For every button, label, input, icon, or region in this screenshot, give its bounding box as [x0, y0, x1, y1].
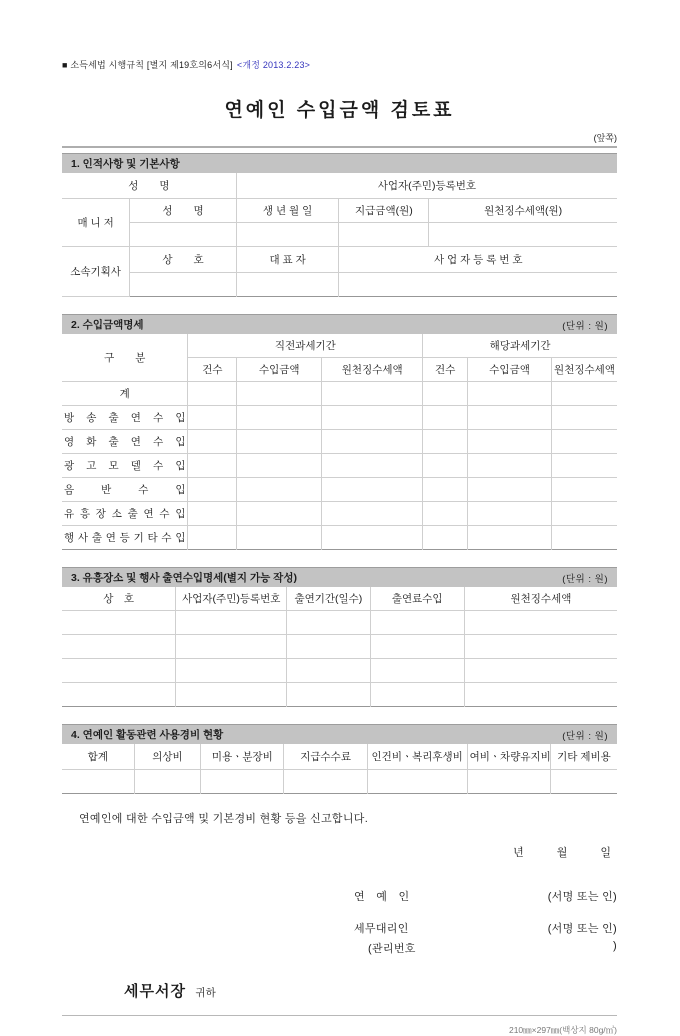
table-row [62, 478, 617, 502]
row-label-total: 계 [62, 382, 188, 406]
empty-cell [134, 770, 201, 794]
signature-or-seal-label: (서명 또는 인) [547, 923, 617, 935]
section1-header [62, 153, 617, 173]
empty-cell [322, 382, 423, 406]
form-reference-text: ■ 소득세법 시행규칙 [별지 제19호의6서식] [62, 60, 233, 70]
table-row [62, 770, 617, 794]
row-label-album: 음 반 수 입 [62, 478, 188, 502]
income-header: 수입금액 [237, 358, 322, 382]
empty-cell [287, 683, 370, 707]
name-label: 성 명 [62, 173, 236, 199]
page-title: 연예인 수입금액 검토표 [224, 100, 455, 121]
empty-cell [237, 526, 322, 550]
entertainer-label: 연 예 인 [354, 891, 410, 903]
empty-cell [237, 454, 322, 478]
manager-name-header: 성 명 [130, 199, 237, 223]
empty-cell [367, 770, 467, 794]
row-label-advertising: 광 고 모 델 수 입 [62, 454, 188, 478]
empty-cell [429, 223, 617, 247]
date-line: 년 월 일 [513, 847, 611, 859]
empty-cell [370, 683, 464, 707]
management-number-label: (관리번호 [368, 943, 416, 955]
empty-cell [322, 478, 423, 502]
empty-cell [236, 223, 339, 247]
empty-cell [551, 526, 617, 550]
row-label-event-other: 행 사 출 연 등 기 타 수 입 [62, 526, 188, 550]
empty-cell [201, 770, 284, 794]
row-label-movie: 영 화 출 연 수 입 [62, 430, 188, 454]
count-header: 건수 [423, 358, 468, 382]
empty-cell [176, 635, 287, 659]
empty-cell [464, 659, 617, 683]
agency-representative-header: 대 표 자 [236, 247, 339, 273]
entertainer-signature-row [62, 888, 617, 904]
section2-unit-label: (단위 : 원) [562, 320, 608, 332]
empty-cell [551, 454, 617, 478]
empty-cell [287, 659, 370, 683]
management-number-row [62, 940, 617, 956]
paper-spec-label: 210㎜×297㎜(백상지 80g/㎡) [508, 1025, 617, 1035]
empty-cell [237, 478, 322, 502]
empty-cell [130, 223, 237, 247]
empty-cell [551, 478, 617, 502]
empty-cell [237, 406, 322, 430]
appearance-period-header: 출연기간(일수) [287, 587, 370, 611]
signature-or-seal-label: (서명 또는 인) [547, 891, 617, 903]
section4-header [62, 724, 617, 744]
empty-cell [237, 430, 322, 454]
empty-cell [551, 502, 617, 526]
withholding-header: 원천징수세액 [551, 358, 617, 382]
tax-office-chief-label: 세무서장 [124, 983, 186, 1000]
table-row [62, 173, 617, 199]
manager-label: 매 니 저 [62, 199, 130, 247]
empty-cell [423, 478, 468, 502]
empty-cell [464, 635, 617, 659]
empty-cell [188, 382, 237, 406]
table-row [62, 334, 617, 358]
empty-cell [322, 526, 423, 550]
empty-cell [423, 502, 468, 526]
costume-expense-header: 의상비 [134, 744, 201, 770]
declaration-text: 연예인에 대한 수입금액 및 기본경비 현황 등을 신고합니다. [79, 813, 369, 825]
empty-cell [188, 430, 237, 454]
empty-cell [176, 611, 287, 635]
commission-header: 지급수수료 [284, 744, 367, 770]
section2-table [62, 334, 617, 550]
appearance-fee-header: 출연료수입 [370, 587, 464, 611]
venue-name-header: 상 호 [62, 587, 176, 611]
empty-cell [287, 635, 370, 659]
agency-tradename-header: 상 호 [130, 247, 237, 273]
empty-cell [468, 406, 552, 430]
table-row [62, 223, 617, 247]
section4-table [62, 744, 617, 794]
form-revision-date: <개정 2013.2.23> [236, 60, 311, 70]
withholding-header: 원천징수세액 [464, 587, 617, 611]
travel-vehicle-header: 여비ㆍ차량유지비 [467, 744, 550, 770]
recipient-line [62, 980, 617, 1001]
section3-title: 3. 유흥장소 및 행사 출연수입명세(별지 가능 작성) [71, 572, 297, 584]
agency-label: 소속기획사 [62, 247, 130, 297]
empty-cell [550, 770, 617, 794]
empty-cell [468, 502, 552, 526]
empty-cell [62, 770, 134, 794]
empty-cell [370, 659, 464, 683]
empty-cell [176, 683, 287, 707]
empty-cell [188, 478, 237, 502]
empty-cell [464, 683, 617, 707]
empty-cell [468, 454, 552, 478]
empty-cell [370, 611, 464, 635]
page-side-label: (앞쪽) [593, 133, 617, 143]
category-header: 구 분 [62, 334, 188, 382]
empty-cell [287, 611, 370, 635]
empty-cell [322, 430, 423, 454]
empty-cell [423, 382, 468, 406]
registration-number-label: 사업자(주민)등록번호 [236, 173, 617, 199]
manager-paid-amount-header: 지급금액(원) [339, 199, 429, 223]
empty-cell [237, 502, 322, 526]
previous-period-header: 직전과세기간 [188, 334, 423, 358]
empty-cell [188, 406, 237, 430]
empty-cell [62, 635, 176, 659]
empty-cell [236, 273, 339, 297]
section3-header [62, 567, 617, 587]
empty-cell [468, 382, 552, 406]
table-row [62, 382, 617, 406]
section4-unit-label: (단위 : 원) [562, 730, 608, 742]
empty-cell [188, 454, 237, 478]
empty-cell [188, 502, 237, 526]
empty-cell [467, 770, 550, 794]
empty-cell [237, 382, 322, 406]
table-row [62, 744, 617, 770]
empty-cell [423, 454, 468, 478]
empty-cell [423, 526, 468, 550]
recipient-honorific: 귀하 [195, 987, 216, 999]
section2-title: 2. 수입금액명세 [71, 319, 144, 331]
empty-cell [551, 430, 617, 454]
table-row [62, 430, 617, 454]
empty-cell [62, 683, 176, 707]
income-header: 수입금액 [468, 358, 552, 382]
manager-birthdate-header: 생 년 월 일 [236, 199, 339, 223]
empty-cell [423, 430, 468, 454]
section3-unit-label: (단위 : 원) [562, 573, 608, 585]
empty-cell [339, 273, 617, 297]
title-divider [62, 146, 617, 148]
other-expense-header: 기타 제비용 [550, 744, 617, 770]
empty-cell [284, 770, 367, 794]
table-row [62, 273, 617, 297]
empty-cell [464, 611, 617, 635]
bottom-divider [62, 1015, 617, 1016]
table-row [62, 611, 617, 635]
table-row [62, 199, 617, 223]
row-label-broadcast: 방 송 출 연 수 입 [62, 406, 188, 430]
empty-cell [322, 406, 423, 430]
empty-cell [322, 502, 423, 526]
labor-welfare-header: 인건비ㆍ복리후생비 [367, 744, 467, 770]
empty-cell [130, 273, 237, 297]
section1-title: 1. 인적사항 및 기본사항 [71, 158, 180, 170]
table-row [62, 635, 617, 659]
tax-agent-signature-row [62, 920, 617, 936]
table-row [62, 454, 617, 478]
table-row [62, 587, 617, 611]
table-row [62, 683, 617, 707]
empty-cell [62, 659, 176, 683]
table-row [62, 526, 617, 550]
count-header: 건수 [188, 358, 237, 382]
withholding-header: 원천징수세액 [322, 358, 423, 382]
empty-cell [423, 406, 468, 430]
empty-cell [176, 659, 287, 683]
empty-cell [468, 430, 552, 454]
management-number-close-paren: ) [613, 940, 617, 952]
manager-withholding-header: 원천징수세액(원) [429, 199, 617, 223]
empty-cell [468, 526, 552, 550]
beauty-makeup-header: 미용ㆍ분장비 [201, 744, 284, 770]
empty-cell [370, 635, 464, 659]
empty-cell [322, 454, 423, 478]
table-row [62, 502, 617, 526]
empty-cell [339, 223, 429, 247]
table-row [62, 659, 617, 683]
empty-cell [551, 382, 617, 406]
empty-cell [62, 611, 176, 635]
total-header: 합계 [62, 744, 134, 770]
row-label-entertainment-venue: 유 흥 장 소 출 연 수 입 [62, 502, 188, 526]
empty-cell [188, 526, 237, 550]
agency-business-number-header: 사 업 자 등 록 번 호 [339, 247, 617, 273]
table-row [62, 406, 617, 430]
current-period-header: 해당과세기간 [423, 334, 617, 358]
section3-table [62, 587, 617, 707]
empty-cell [468, 478, 552, 502]
section2-header [62, 314, 617, 334]
form-reference [62, 58, 617, 71]
tax-agent-label: 세무대리인 [354, 923, 409, 935]
venue-registration-header: 사업자(주민)등록번호 [176, 587, 287, 611]
table-row [62, 247, 617, 273]
section4-title: 4. 연예인 활동관련 사용경비 현황 [71, 729, 224, 741]
section1-table [62, 173, 617, 297]
empty-cell [551, 406, 617, 430]
